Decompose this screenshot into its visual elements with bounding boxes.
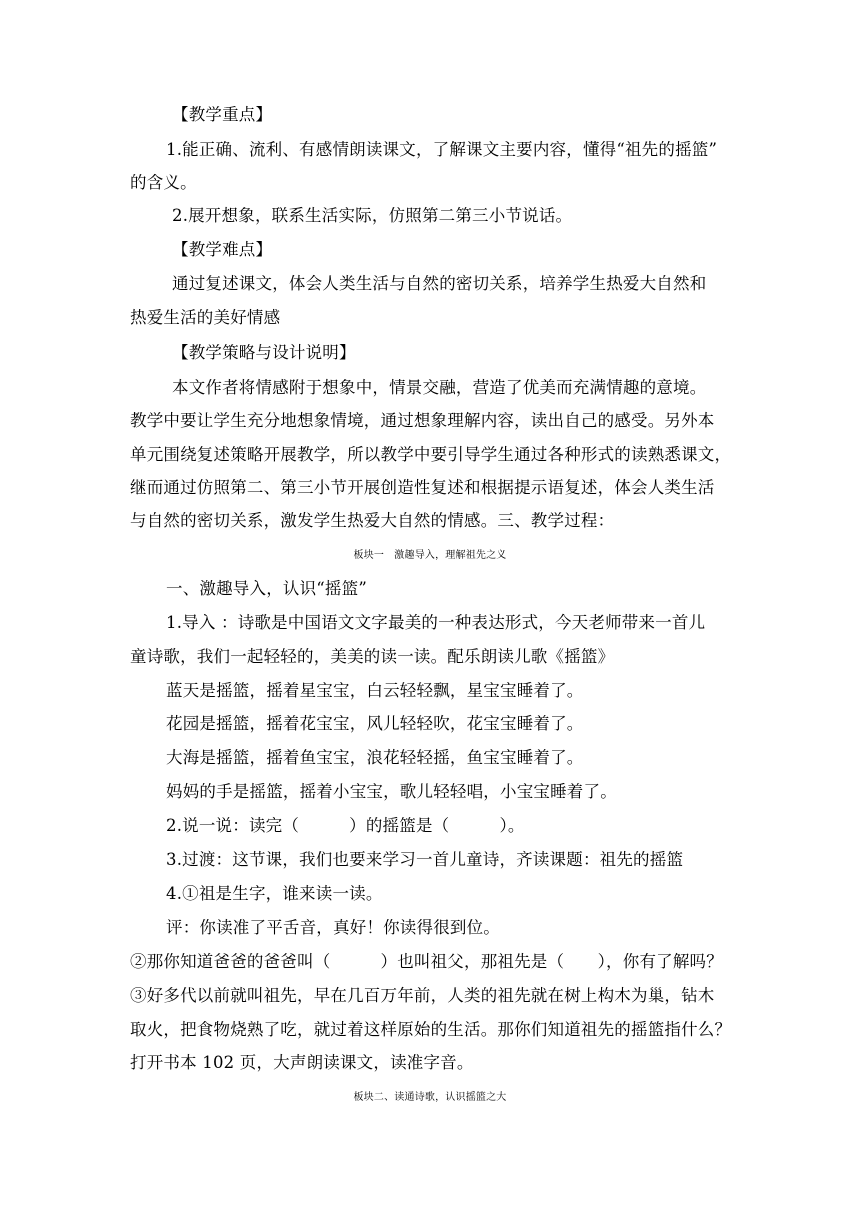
poem-line: 妈妈的手是摇篮，摇着小宝宝，歌儿轻轻唱，小宝宝睡着了。 bbox=[166, 782, 617, 801]
paragraph-line: 与自然的密切关系，激发学生热爱大自然的情感。三、教学过程： bbox=[130, 511, 615, 530]
paragraph-line: 1.导入 ：诗歌是中国语文文字最美的一种表达形式，今天老师带来一首儿 bbox=[166, 613, 706, 632]
section-title-block-one: 板块一 激趣导入，理解祖先之义 bbox=[353, 550, 507, 561]
paragraph-line: 1.能正确、流利、有感情朗读课文，了解课文主要内容，懂得“祖先的摇篮” bbox=[166, 140, 718, 159]
paragraph-line: 教学中要让学生充分地想象情境，通过想象理解内容，读出自己的感受。另外本 bbox=[130, 411, 715, 430]
subsection-title: 一、激趣导入，认识“摇篮” bbox=[166, 579, 367, 598]
paragraph-line: 4.①祖是生字，谁来读一读。 bbox=[166, 884, 383, 903]
poem-line: 蓝天是摇篮，摇着星宝宝，白云轻轻飘，星宝宝睡着了。 bbox=[166, 681, 584, 700]
paragraph-line: 2.说一说：读完（ ）的摇篮是（ ）。 bbox=[166, 816, 525, 835]
paragraph-line: 单元围绕复述策略开展教学，所以教学中要引导学生通过各种形式的读熟悉课文， bbox=[130, 445, 732, 464]
paragraph-line: 通过复述课文，体会人类生活与自然的密切关系，培养学生热爱大自然和 bbox=[172, 274, 707, 293]
paragraph-line: 2.展开想象，联系生活实际，仿照第二第三小节说话。 bbox=[172, 206, 573, 225]
paragraph-line: 3.过渡：这节课，我们也要来学习一首儿童诗，齐读课题：祖先的摇篮 bbox=[166, 850, 684, 869]
paragraph-line: 继而通过仿照第二、第三小节开展创造性复述和根据提示语复述，体会人类生活 bbox=[130, 478, 715, 497]
paragraph-line: ③好多代以前就叫祖先，早在几百万年前，人类的祖先就在树上构木为巢，钻木 bbox=[130, 986, 715, 1005]
paragraph-line: ②那你知道爸爸的爸爸叫（ ）也叫祖父，那祖先是（ ），你有了解吗？ bbox=[130, 952, 723, 971]
poem-line: 大海是摇篮，摇着鱼宝宝，浪花轻轻摇，鱼宝宝睡着了。 bbox=[166, 748, 584, 767]
paragraph-line: 热爱生活的美好情感 bbox=[130, 308, 281, 327]
paragraph-line: 打开书本 102 页，大声朗读课文，读准字音。 bbox=[130, 1053, 474, 1072]
paragraph-line: 本文作者将情感附于想象中，情景交融，营造了优美而充满情趣的意境。 bbox=[172, 378, 707, 397]
paragraph-line: 童诗歌，我们一起轻轻的，美美的读一读。配乐朗读儿歌《摇篮》 bbox=[130, 647, 615, 666]
heading-teaching-difficulty: 【教学难点】 bbox=[172, 240, 273, 259]
section-title-block-two: 板块二、读通诗歌，认识摇篮之大 bbox=[353, 1092, 507, 1103]
heading-teaching-focus: 【教学重点】 bbox=[172, 105, 273, 124]
poem-line: 花园是摇篮，摇着花宝宝，风儿轻轻吹，花宝宝睡着了。 bbox=[166, 714, 584, 733]
paragraph-line: 的含义。 bbox=[130, 173, 197, 192]
heading-strategy: 【教学策略与设计说明】 bbox=[172, 343, 356, 362]
paragraph-line: 评：你读准了平舌音，真好！你读得很到位。 bbox=[166, 918, 500, 937]
paragraph-line: 取火，把食物烧熟了吃，就过着这样原始的生活。那你们知道祖先的摇篮指什么？ bbox=[130, 1020, 732, 1039]
